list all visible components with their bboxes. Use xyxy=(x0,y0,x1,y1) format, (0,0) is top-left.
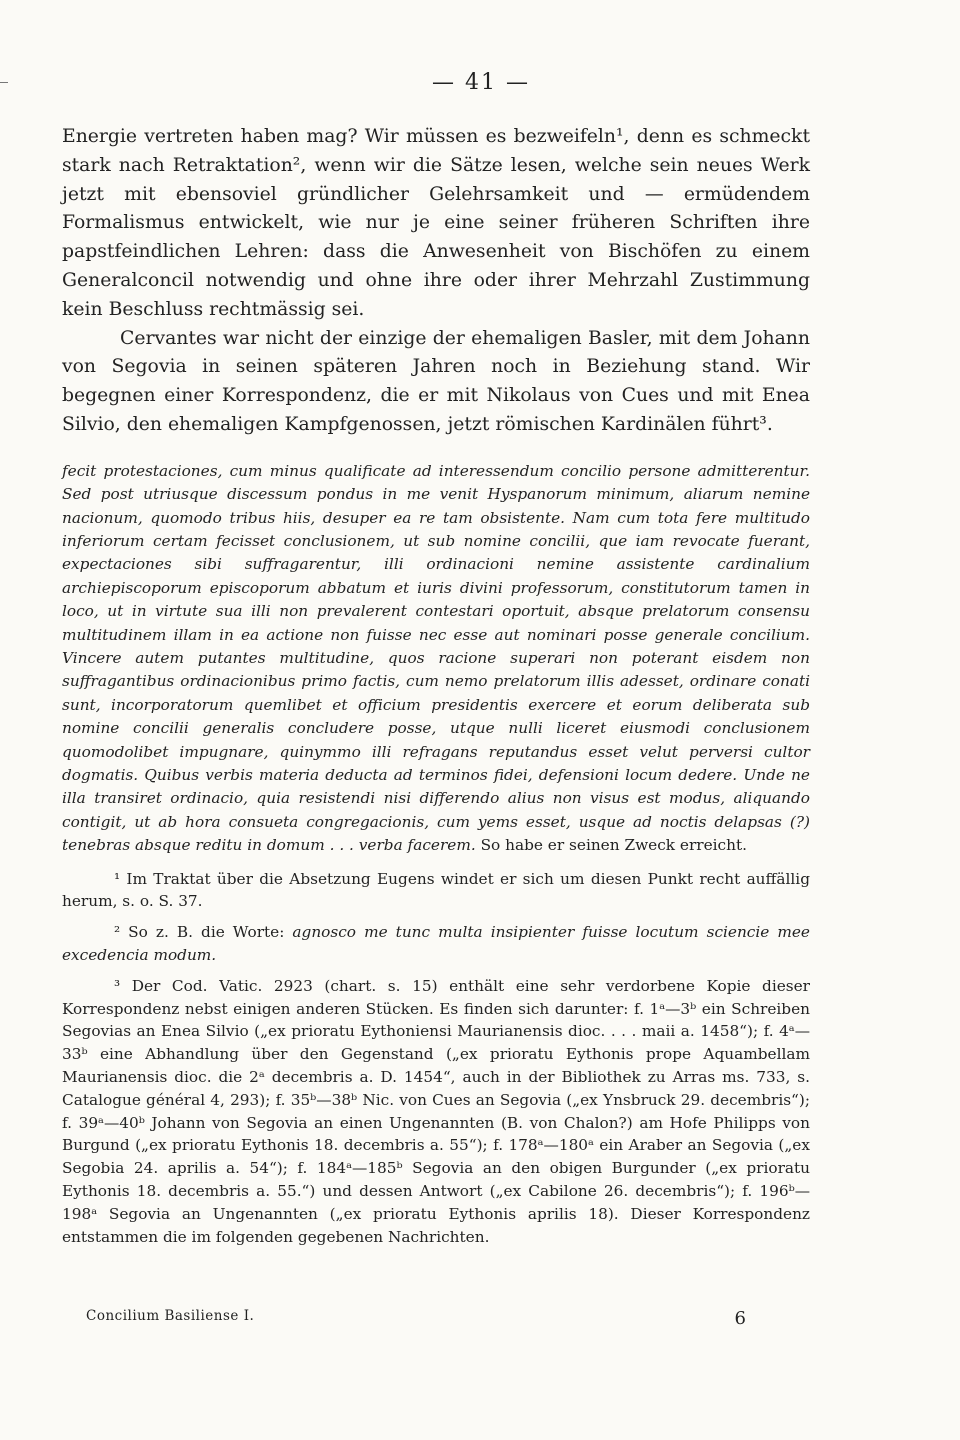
latin-quotation xyxy=(62,460,810,858)
footnote-1: ¹ Im Traktat über die Absetzung Eugens windet er sich um diesen Punkt recht auffällig herum, s. o. S. 37. xyxy=(62,869,810,911)
page-footer xyxy=(86,1308,746,1329)
paragraph-2: Cervantes war nicht der einzige der ehemaligen Basler, mit dem Johann von Segovia in seinen späteren Jahren noch in Beziehung stand. Wir begegnen einer Korrespondenz, die er mit Nikolaus von Cues und mit Enea Silvio, den ehemaligen Kampfgenossen, jetzt römischen Kardinälen führt³. xyxy=(62,327,810,435)
footnote-2-intro: ² So z. B. die Worte: xyxy=(114,923,285,942)
series-title: Concilium Basiliense I. xyxy=(86,1308,255,1324)
footnote-2-latin: agnosco me tunc multa insipienter fuisse locutum sciencie mee excedencia modum. xyxy=(62,923,810,965)
footnote-3: ³ Der Cod. Vatic. 2923 (chart. s. 15) enthält eine sehr verdorbene Kopie dieser Korrespondenz nebst einigen anderen Stücken. Es finden sich darunter: f. 1ᵃ—3ᵇ ein Schreiben Segovias an Enea Silvio („ex prioratu Eythoniensi Maurianensis dioc. . . . maii a. 1458“); f. 4ᵃ—33ᵇ eine Abhandlung über den Gegenstand („ex prioratu Eythonis prope Aquambellam Maurianensis dioc. die 2ᵃ decembris a. D. 1454“, auch in der Bibliothek zu Arras ms. 733, s. Catalogue général 4, 293); f. 35ᵇ—38ᵇ Nic. von Cues an Segovia („ex Ynsbruck 29. decembris“); f. 39ᵃ—40ᵇ Johann von Segovia an einen Ungenannten (B. von Chalon?) am Hofe Philipps von Burgund („ex prioratu Eythonis 18. decembris a. 55“); f. 178ᵃ—180ᵃ ein Araber an Segovia („ex Segobia 24. aprilis a. 54“); f. 184ᵃ—185ᵇ Segovia an den obigen Burgunder („ex prioratu Eythonis 18. decembris a. 55.“) und dessen Antwort („ex Cabilone 26. decembris“); f. 196ᵇ—198ᵃ Segovia an Ungenannten („ex prioratu Eythonis aprilis 18). Dieser Korrespondenz entstammen die im folgenden gegebenen Nachrichten. xyxy=(62,976,810,1246)
quote-german-remark: So habe er seinen Zweck erreicht. xyxy=(480,836,747,855)
page-content xyxy=(62,70,810,1248)
footnote-2 xyxy=(62,921,810,967)
page-number: — 41 — xyxy=(432,70,530,95)
paragraph-1: Energie vertreten haben mag? Wir müssen es bezweifeln¹, denn es schmeckt stark nach Retraktation², wenn wir die Sätze lesen, welche sein neues Werk jetzt mit ebensoviel gründlicher Gelehrsamkeit und — ermüdendem Formalismus entwickelt, wie nur je eine seiner früheren Schriften ihre papstfeindlichen Lehren: dass die Anwesenheit von Bischöfen zu einem Generalconcil notwendig und ohne ihre oder ihrer Mehrzahl Zustimmung kein Beschluss rechtmässig sei. xyxy=(62,126,810,320)
signature-mark: 6 xyxy=(734,1308,746,1329)
page-edge-mark xyxy=(0,82,8,83)
latin-quote-text: fecit protestaciones, cum minus qualificate ad interessendum concilio persone admitterentur. Sed post utriusque discessum pondus in me venit Hyspanorum minimum, aliarum nemine nacionum, quomodo tribus hiis, desuper ea re tam obsistente. Nam cum tota fere multitudo inferiorum certam fecisset conclusionem, ut sub nomine concilii, que iam revocate fuerant, expectaciones sibi suffragarentur, illi ordinacioni nemine assistente cardinalium archiepiscoporum episcoporum abbatum et iuris divini professorum, constitutorum tamen in loco, ut in virtute sua illi non prevalerent contestari oportuit, absque prelatorum consensu multitudinem illam in ea actione non fuisse nec esse aut nominari posse generale concilium. Vincere autem putantes multitudine, quos racione superari non poterant eisdem non suffragantibus ordinacionibus primo factis, cum nemo prelatorum illis adesset, ordinare conati sunt, incorporatorum quemlibet et officium presidentis exercere et eorum deliberata sub nomine concilii generalis concludere posse, utque nulli liceret eiusmodi conclusionem quomodolibet impugnare, quinymmo illi refragans reputandus esset velut perversi cultor dogmatis. Quibus verbis materia deducta ad terminos fidei, defensioni locum dedere. Unde ne illa transiret ordinacio, quia resistendi nisi differendo alius non visus est modus, aliquando contigit, ut ab hora consueta congregacionis, cum yems esset, usque ad noctis delapsas (?) tenebras absque reditu in domum . . . verba facerem. xyxy=(62,461,810,855)
